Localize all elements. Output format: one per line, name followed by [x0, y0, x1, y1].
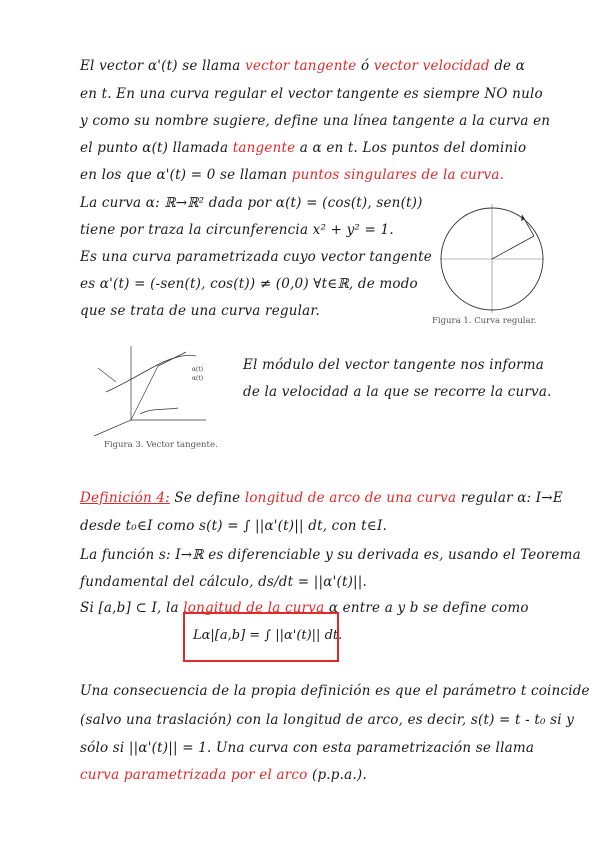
length-formula: Lα|[a,b] = ∫ ||α'(t)|| dt. [193, 628, 343, 643]
text: el punto α(t) llamada [80, 140, 233, 156]
p2-line4: es α'(t) = (-sen(t), cos(t)) ≠ (0,0) ∀t∈ℝ, de modo [80, 276, 418, 292]
figure-3-tangent [88, 342, 210, 438]
figure-1-circle [432, 200, 550, 315]
term-vector-tangente: vector tangente [245, 58, 357, 74]
text: ó [356, 58, 374, 74]
p1-line2: en t. En una curva regular el vector tangente es siempre NO nulo [80, 86, 543, 102]
text: , con t∈I. [322, 518, 388, 534]
p4-line1: Una consecuencia de la propia definición es que el parámetro t coincide [80, 683, 590, 699]
circle-plot [432, 200, 550, 315]
text: regular α: I→E [456, 490, 563, 506]
term-tangente: tangente [232, 140, 296, 156]
text: en los que α'(t) = 0 se llaman [80, 167, 292, 183]
text: Si [a,b] ⊂ I, la [80, 600, 184, 616]
def-line4: fundamental del cálculo, ds/dt = ||α'(t)||. [80, 574, 368, 590]
term-longitud-de-arco: longitud de arco de una curva [244, 490, 457, 506]
projection-curve [140, 408, 178, 414]
length-formula-box [183, 612, 343, 662]
definition-title: Definición 4: [80, 490, 170, 506]
p4-line4 [80, 767, 367, 783]
term-ppa: curva parametrizada por el arco [80, 767, 308, 783]
def-line2 [80, 518, 387, 534]
term-puntos-singulares: puntos singulares de la curva. [291, 167, 505, 183]
radius-vector [492, 236, 534, 259]
tangent-vector [158, 352, 186, 366]
p1-line3: y como su nombre sugiere, define una línea tangente a la curva en [80, 113, 551, 129]
def-line1 [80, 490, 563, 506]
p2-line3: Es una curva parametrizada cuyo vector tangente [80, 249, 432, 265]
p1-line5 [80, 167, 504, 183]
p4-line3: sólo si ||α'(t)|| = 1. Una curva con esta parametrización se llama [80, 740, 535, 756]
p4-line2: (salvo una traslación) con la longitud de arco, es decir, s(t) = t - t₀ si y [80, 712, 575, 728]
p1-line1 [80, 58, 525, 74]
p1-line4 [80, 140, 526, 156]
arc-length-integral: s(t) = ∫ ||α'(t)|| dt [199, 518, 323, 534]
p2-line2: tiene por traza la circunferencia x² + y² = 1. [80, 222, 394, 238]
figure-1-caption: Figura 1. Curva regular. [432, 316, 537, 326]
aux-arrow [98, 368, 116, 382]
space-curve [106, 355, 196, 392]
term-longitud-curva: longitud de la curva [183, 600, 325, 616]
text: Se define [169, 490, 245, 506]
def-line3: La función s: I→ℝ es diferenciable y su derivada es, usando el Teorema [80, 547, 581, 563]
p3-line1: El módulo del vector tangente nos informa [243, 357, 545, 373]
label-alpha-2: α(t) [192, 375, 204, 382]
term-vector-velocidad: vector velocidad [373, 58, 490, 74]
figure-3-caption: Figura 3. Vector tangente. [104, 440, 218, 450]
text: a α en t. Los puntos del dominio [295, 140, 527, 156]
text: (p.p.a.). [307, 767, 367, 783]
x-axis [94, 420, 131, 436]
text: de α [489, 58, 526, 74]
p2-line5: que se trata de una curva regular. [80, 303, 321, 319]
text: El vector α'(t) se llama [80, 58, 246, 74]
p3-line2: de la velocidad a la que se recorre la curva. [243, 384, 552, 400]
text: α entre a y b se define como [324, 600, 529, 616]
label-alpha-1: α(t) [192, 366, 204, 373]
tangent-plot [88, 342, 210, 438]
p2-line1: La curva α: ℝ→ℝ² dada por α(t) = (cos(t), sen(t)) [80, 195, 423, 211]
text: desde t₀∈I como [80, 518, 200, 534]
